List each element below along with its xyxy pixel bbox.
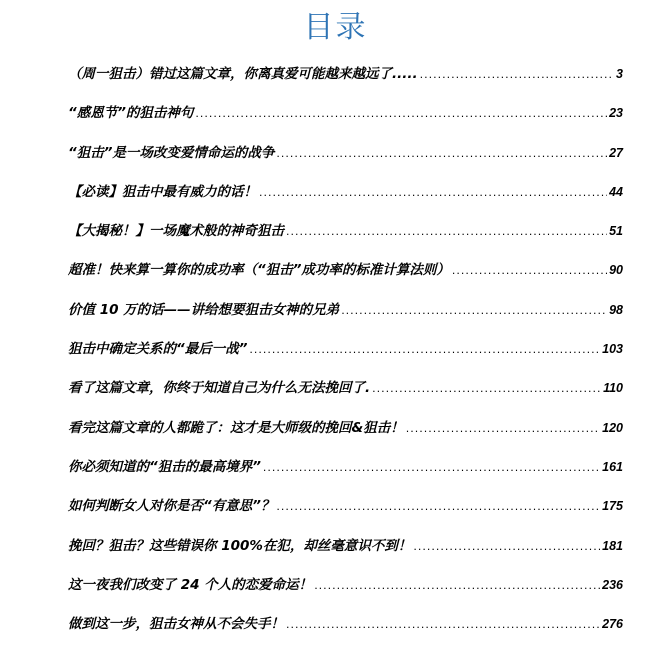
toc-entry-page-number: 98 (609, 302, 623, 317)
toc-entry-page-number: 120 (602, 420, 623, 435)
toc-dot-leader (372, 382, 601, 395)
toc-entry-title: “狙击”是一场改变爱情命运的战争 (68, 144, 275, 161)
toc-entry-title: 超准！快来算一算你的成功率（“狙击”成功率的标准计算法则） (68, 262, 450, 279)
toc-entry-page-number: 27 (609, 145, 623, 160)
toc-dot-leader (341, 304, 607, 317)
toc-dot-leader (452, 264, 607, 277)
toc-entry[interactable] (68, 101, 623, 140)
toc-entry-title: 看了这篇文章，你终于知道自己为什么无法挽回了. (68, 380, 371, 397)
toc-dot-leader (276, 147, 607, 160)
toc-entry-title: 看完这篇文章的人都跪了：这才是大师级的挽回&狙击！ (68, 419, 404, 436)
toc-entry-page-number: 23 (609, 106, 623, 121)
toc-dot-leader (263, 461, 600, 474)
toc-dot-leader (249, 343, 600, 356)
toc-entry[interactable] (68, 337, 623, 376)
toc-entry[interactable] (68, 141, 623, 180)
toc-list (68, 62, 623, 651)
toc-entry-title: 挽回？狙击？这些错误你 100%在犯，却丝毫意识不到！ (68, 537, 412, 554)
toc-dot-leader (314, 579, 600, 592)
toc-entry-page-number: 51 (609, 224, 623, 239)
toc-entry-page-number: 3 (616, 67, 623, 81)
toc-entry-title: 这一夜我们改变了 24 个人的恋爱命运！ (68, 576, 313, 593)
toc-entry[interactable] (68, 416, 623, 455)
toc-dot-leader (259, 186, 607, 199)
toc-entry[interactable] (68, 376, 623, 415)
toc-entry-title: 【大揭秘！】一场魔术般的神奇狙击 (68, 223, 284, 240)
toc-entry-title: （周一狙击）错过这篇文章，你离真爱可能越来越远了..... (68, 66, 418, 82)
toc-entry[interactable] (68, 573, 623, 612)
toc-entry[interactable] (68, 298, 623, 337)
toc-entry-title: 如何判断女人对你是否“有意思”？ (68, 498, 275, 515)
toc-entry-page-number: 103 (602, 342, 623, 357)
toc-entry[interactable] (68, 258, 623, 297)
toc-entry-title: “感恩节”的狙击神句 (68, 105, 194, 122)
toc-entry[interactable] (68, 534, 623, 573)
toc-entry-title: 狙击中确定关系的“最后一战” (68, 341, 248, 358)
toc-entry-page-number: 110 (603, 381, 623, 396)
toc-entry-title: 价值 10 万的话——讲给想要狙击女神的兄弟 (68, 301, 340, 318)
toc-entry[interactable] (68, 62, 623, 101)
toc-dot-leader (420, 68, 614, 81)
toc-entry-page-number: 44 (609, 184, 623, 199)
toc-entry-title: 你必须知道的“狙击的最高境界” (68, 458, 261, 475)
toc-dot-leader (195, 107, 607, 120)
toc-dot-leader (406, 422, 600, 435)
toc-dot-leader (413, 540, 600, 553)
toc-dot-leader (286, 225, 607, 238)
toc-dot-leader (276, 500, 600, 513)
toc-entry-page-number: 161 (602, 459, 623, 474)
toc-entry-title: 做到这一步，狙击女神从不会失手！ (68, 616, 284, 633)
toc-entry-page-number: 181 (602, 538, 623, 553)
toc-entry[interactable] (68, 180, 623, 219)
toc-entry[interactable] (68, 494, 623, 533)
toc-entry[interactable] (68, 219, 623, 258)
toc-title: 目录 (303, 10, 368, 45)
toc-entry-page-number: 90 (609, 263, 623, 278)
toc-entry[interactable] (68, 455, 623, 494)
toc-entry[interactable] (68, 612, 623, 651)
toc-entry-title: 【必读】狙击中最有威力的话！ (68, 183, 257, 200)
toc-entry-page-number: 236 (602, 577, 623, 592)
toc-entry-page-number: 175 (602, 499, 623, 514)
toc-entry-page-number: 276 (602, 617, 623, 632)
toc-dot-leader (286, 618, 600, 631)
